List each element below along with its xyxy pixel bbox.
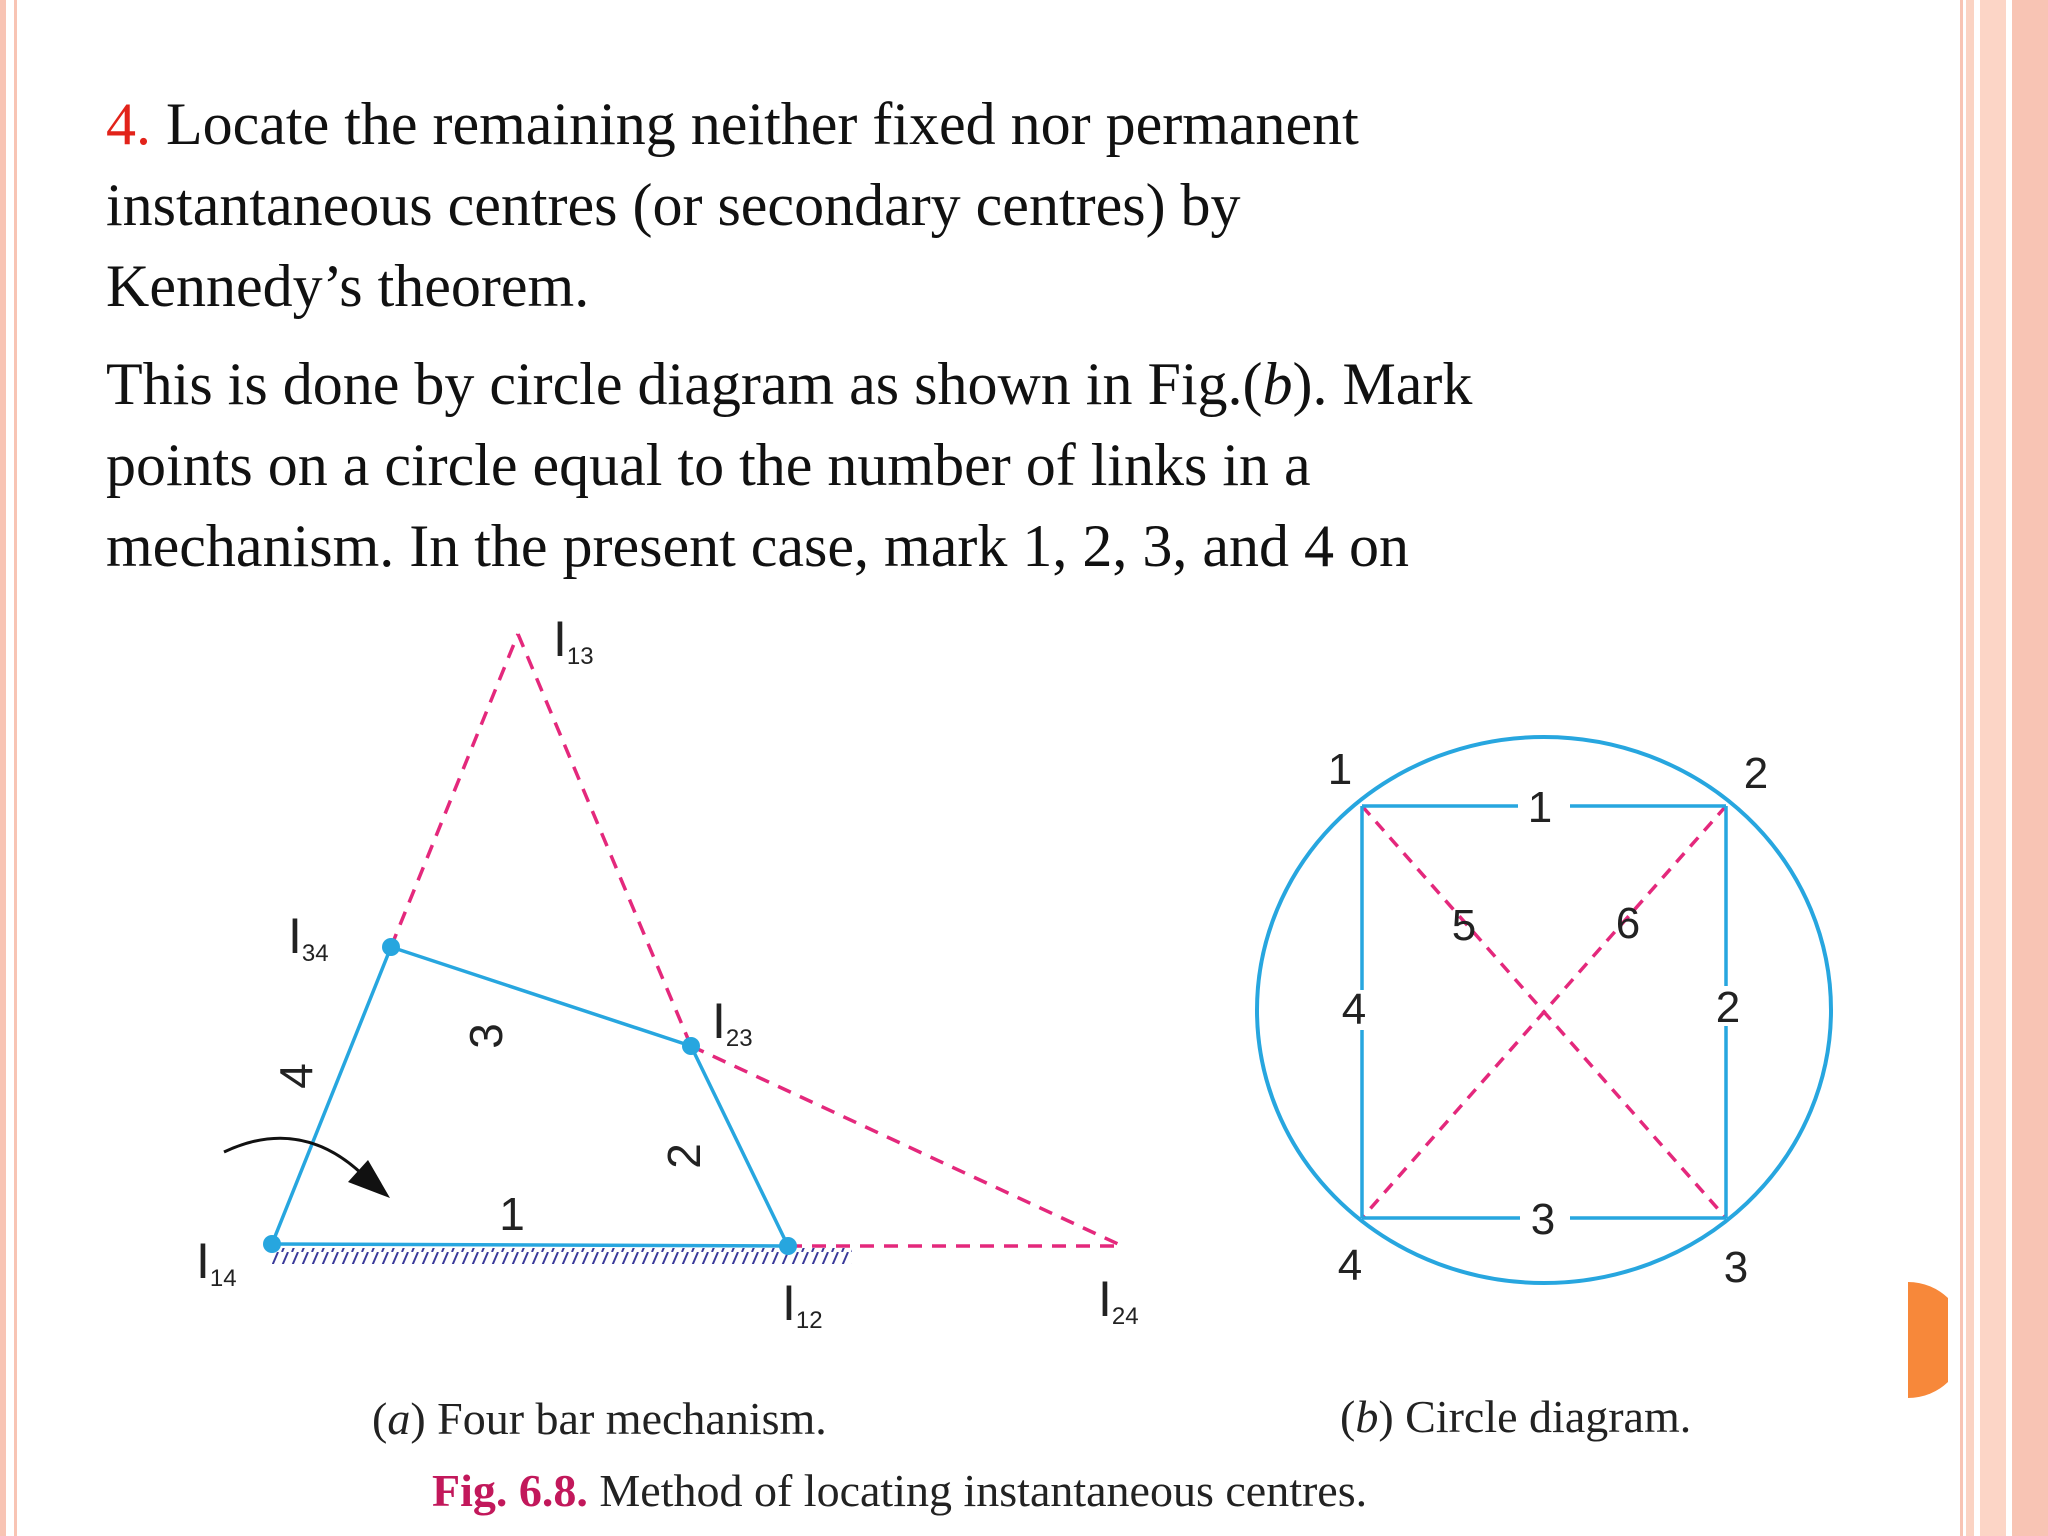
link-label-1: 1 [499,1188,525,1240]
mechanism-links [272,947,788,1246]
centre-labels [196,611,1139,1334]
circle-diagram-paragraph [106,344,1946,587]
left-border-stripe-inner [14,0,17,1536]
point-label-3: 3 [1723,1243,1749,1292]
dashed-line-i13-i23 [518,634,691,1046]
left-border-stripe-outer [0,0,6,1536]
link-1-ground [272,1244,788,1246]
dashed-line-i23-i24 [691,1046,1118,1244]
point-label-4: 4 [1337,1241,1363,1290]
link-4 [272,947,391,1244]
diagonal-label-5: 5 [1451,901,1477,950]
diagonals [1362,806,1726,1218]
centre-label-i13: I13 [553,611,594,670]
step-number: 4. [106,91,151,157]
side-label-1: 1 [1527,783,1553,832]
link-label-3: 3 [460,1023,512,1049]
figure-6-8 [100,608,1900,1536]
centre-label-i14: I14 [196,1233,237,1292]
paragraph-text-1: This is done by circle diagram as shown in Fig.( [106,351,1263,417]
centre-label-i23: I23 [712,993,753,1052]
slide-marker-half-circle [1908,1282,1948,1398]
centre-label-i24: I24 [1098,1271,1139,1330]
centre-label-i12: I12 [782,1275,823,1334]
circle-diagram [1257,737,1831,1442]
joint-i34 [382,938,400,956]
rotation-arrow [224,1138,390,1198]
right-border-stripe-1 [1966,0,1974,1536]
instantaneous-centre-lines [391,634,1118,1246]
side-label-4: 4 [1341,985,1367,1034]
step-4-paragraph [106,84,1946,327]
right-border-stripe-3 [2012,0,2048,1536]
joint-i12 [779,1237,797,1255]
side-label-3: 3 [1530,1195,1556,1244]
right-border-stripe-2 [1980,0,2006,1536]
right-border-stripe-thin [1960,0,1963,1536]
ground-hatch [272,1248,852,1264]
paragraph-italic-b: b [1262,351,1293,417]
four-bar-mechanism [196,611,1139,1444]
figure-number: Fig. 6.8. [432,1465,588,1516]
diagonal-label-6: 6 [1615,899,1641,948]
dashed-line-i34-i13 [391,634,518,947]
link-3 [391,947,691,1046]
side-label-2: 2 [1715,983,1741,1032]
link-labels [270,1023,710,1240]
paragraph-text-2: ). Mark points on a circle equal to the number of links in a mechanism. In the present case, mark 1, 2, 3, and 4 on [106,351,1473,579]
link-label-4: 4 [270,1063,322,1089]
caption-b: (b) Circle diagram. [1340,1391,1692,1442]
point-label-2: 2 [1743,749,1769,798]
point-label-1: 1 [1327,745,1353,794]
caption-a: (a) Four bar mechanism. [372,1393,827,1444]
figure-caption: Fig. 6.8. Method of locating instantaneous centres. [432,1465,1368,1516]
centre-label-i34: I34 [288,908,329,967]
joint-i23 [682,1037,700,1055]
joint-i14 [263,1235,281,1253]
link-label-2: 2 [658,1143,710,1169]
step-text: Locate the remaining neither fixed nor permanent instantaneous centres (or secondary centres) by Kennedy’s theorem. [106,91,1359,319]
